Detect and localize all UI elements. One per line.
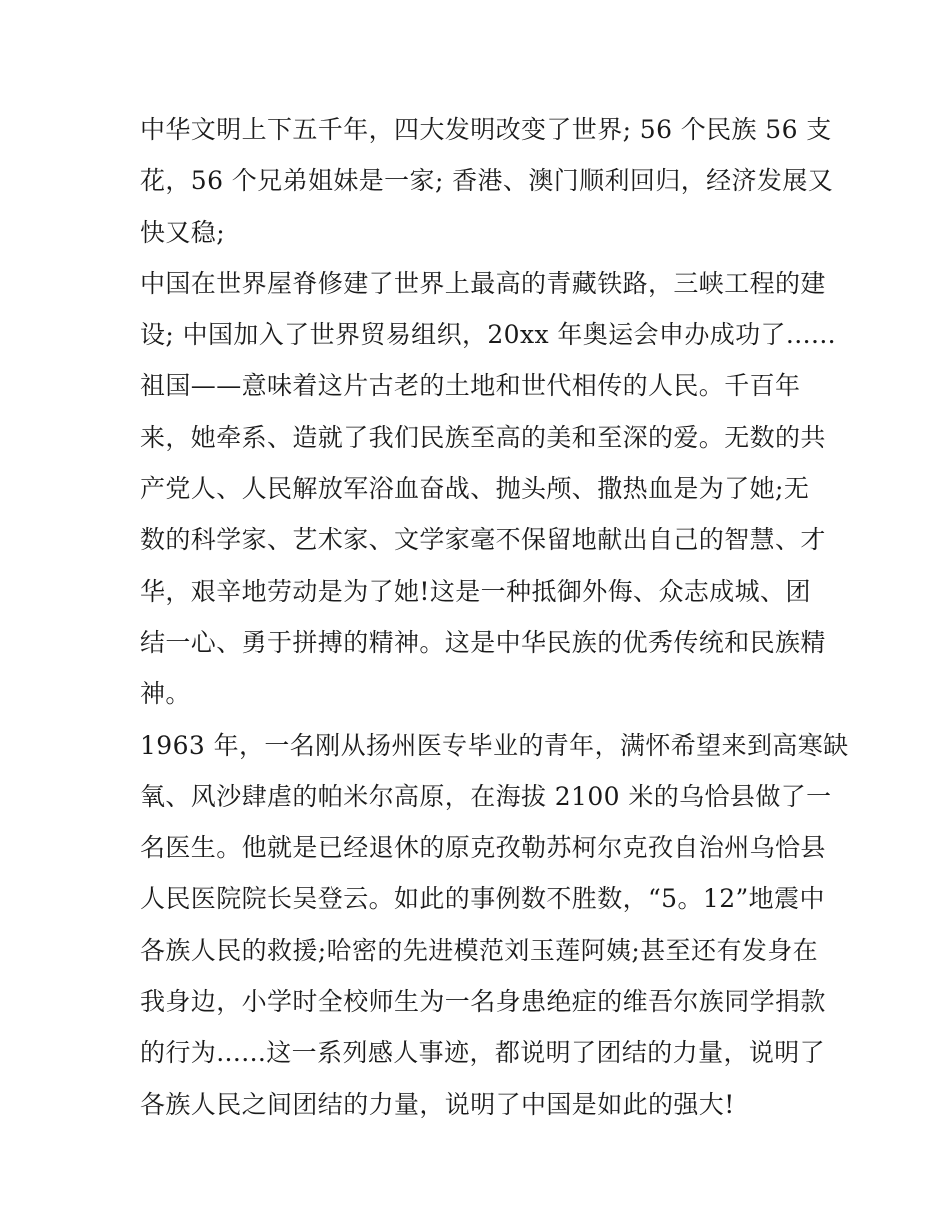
text-line: 快又稳; bbox=[140, 217, 226, 247]
document-body bbox=[140, 104, 849, 1130]
text-line: 中国在世界屋脊修建了世界上最高的青藏铁路，三峡工程的建 bbox=[140, 268, 826, 298]
text-line: 来，她牵系、造就了我们民族至高的美和至深的爱。无数的共 bbox=[140, 422, 826, 452]
text-line: 设; 中国加入了世界贸易组织，20xx 年奥运会申办成功了...... bbox=[140, 320, 837, 350]
text-line: 结一心、勇于拼搏的精神。这是中华民族的优秀传统和民族精 bbox=[140, 627, 826, 657]
text-line: 我身边，小学时全校师生为一名身患绝症的维吾尔族同学捐款 bbox=[140, 987, 826, 1017]
text-line: 华，艰辛地劳动是为了她!这是一种抵御外侮、众志成城、团 bbox=[140, 576, 811, 606]
text-line: 名医生。他就是已经退休的原克孜勒苏柯尔克孜自治州乌恰县 bbox=[140, 833, 826, 863]
text-line: 神。 bbox=[140, 679, 191, 709]
text-line: 数的科学家、艺术家、文学家毫不保留地献出自己的智慧、才 bbox=[140, 525, 826, 555]
text-line: 人民医院院长吴登云。如此的事例数不胜数，“5。12”地震中 bbox=[140, 884, 825, 914]
text-line: 中华文明上下五千年，四大发明改变了世界; 56 个民族 56 支 bbox=[140, 115, 832, 144]
text-line: 产党人、人民解放军浴血奋战、抛头颅、撒热血是为了她;无 bbox=[140, 474, 810, 504]
text-line: 氧、风沙肆虐的帕米尔高原，在海拔 2100 米的乌恰县做了一 bbox=[140, 781, 832, 811]
text-line: 的行为......这一系列感人事迹，都说明了团结的力量，说明了 bbox=[140, 1038, 826, 1068]
text-line: 祖国——意味着这片古老的土地和世代相传的人民。千百年 bbox=[140, 371, 801, 401]
text-line: 各族人民的救援;哈密的先进模范刘玉莲阿姨;甚至还有发身在 bbox=[140, 935, 819, 965]
text-line: 各族人民之间团结的力量，说明了中国是如此的强大! bbox=[140, 1089, 735, 1119]
text-line: 花，56 个兄弟姐妹是一家; 香港、澳门顺利回归，经济发展又 bbox=[140, 166, 834, 196]
text-line: 1963 年，一名刚从扬州医专毕业的青年，满怀希望来到高寒缺 bbox=[140, 730, 849, 760]
